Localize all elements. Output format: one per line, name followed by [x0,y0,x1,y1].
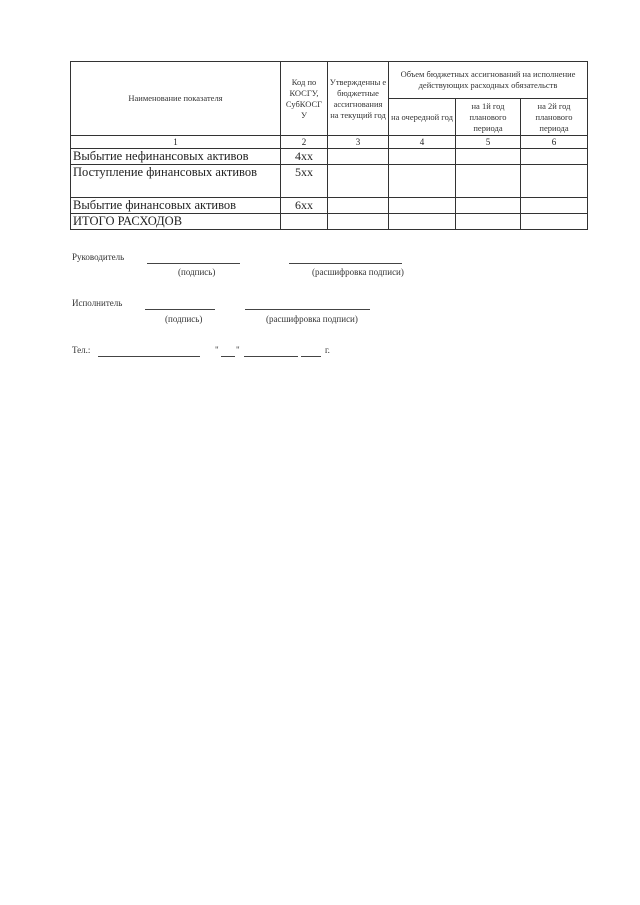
row-cell [328,149,389,165]
row-name: Поступление финансовых активов [71,165,281,198]
row-cell [521,165,588,198]
head-signature-caption: (подпись) [178,267,216,277]
executor-decode-caption: (расшифровка подписи) [266,314,358,324]
head-decode-line [289,263,402,264]
row-cell [456,149,521,165]
row-cell [328,165,389,198]
row-cell [328,198,389,214]
head-decode-caption: (расшифровка подписи) [312,267,404,277]
executor-decode-line [245,309,370,310]
row-cell [521,214,588,230]
head-label: Руководитель [72,252,125,262]
row-cell [521,149,588,165]
executor-label: Исполнитель [72,298,123,308]
date-quote-open: " [215,345,219,355]
budget-table [70,61,588,230]
date-year-line [301,356,321,357]
header-name: Наименование показателя [71,62,281,136]
row-code: 5хх [281,165,328,198]
row-name: Выбытие нефинансовых активов [71,149,281,165]
row-code: 6хх [281,198,328,214]
column-number: 5 [456,136,521,149]
date-day-line [221,356,235,357]
date-month-line [244,356,298,357]
row-cell [389,149,456,165]
column-number: 3 [328,136,389,149]
column-number: 6 [521,136,588,149]
row-cell [389,198,456,214]
header-approved: Утвержденны е бюджетные ассигнования на текущий год [328,62,389,136]
row-code [281,214,328,230]
head-signature-line [147,263,240,264]
column-number: 1 [71,136,281,149]
column-numbers-row [71,136,588,149]
table-row [71,214,588,230]
row-name: ИТОГО РАСХОДОВ [71,214,281,230]
table-row [71,198,588,214]
row-name: Выбытие финансовых активов [71,198,281,214]
row-cell [389,214,456,230]
row-code: 4хх [281,149,328,165]
executor-signature-caption: (подпись) [165,314,203,324]
table-row [71,149,588,165]
date-quote-close: " [236,345,240,355]
row-cell [328,214,389,230]
column-number: 4 [389,136,456,149]
phone-label: Тел.: [72,345,91,355]
executor-signature-line [145,309,215,310]
header-plan-year-1: на 1й год планового периода [456,99,521,136]
date-year-suffix: г. [325,345,330,355]
phone-line [98,356,200,357]
row-cell [456,165,521,198]
row-cell [456,214,521,230]
header-volume: Объем бюджетных ассигнований на исполнение действующих расходных обязательств [389,62,588,99]
table-row [71,165,588,198]
row-cell [456,198,521,214]
column-number: 2 [281,136,328,149]
header-next-year: на очередной год [389,99,456,136]
header-plan-year-2: на 2й год планового периода [521,99,588,136]
row-cell [389,165,456,198]
header-code: Код по КОСГУ, СубКОСГ У [281,62,328,136]
row-cell [521,198,588,214]
